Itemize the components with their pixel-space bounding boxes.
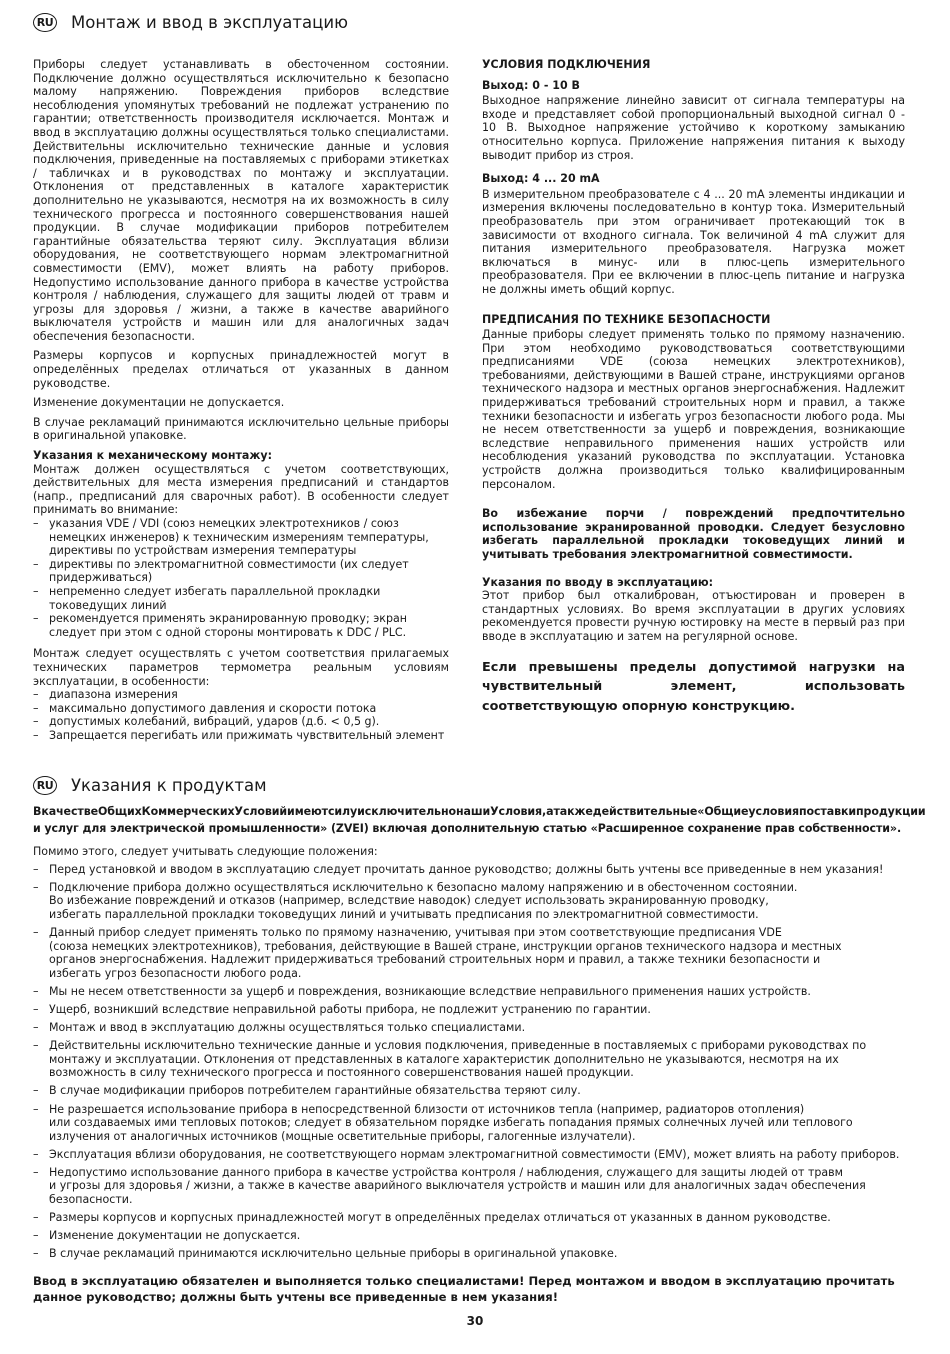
list-item: – Действительны исключительно технические данные и условия подключения, приведенные в поставляемых с приборами руководствах по монтажу и эксплуатации. Отклонения от представленных в каталоге характеристик дополнительно не указываются, несмотря на их возможность в силу технического прогресса и постоянного совершенствования нашей продукции. (33, 1039, 913, 1080)
language-badge: RU (33, 776, 57, 795)
list-item: – допустимых колебаний, вибраций, ударов (д.б. < 0,5 g). (33, 715, 449, 729)
mechanical-list (33, 517, 449, 639)
page-number: 30 (466, 1314, 484, 1328)
paragraph: Данные приборы следует применять только по прямому назначению. При этом необходимо руководствоваться соответствующими предписаниями VDE (союза немецких электротехников), требованиями, действующими в Вашей стране, инструкциями органов технического надзора и местных органов энергоснабжения. Надлежит придерживаться требований строительных норм и правил, а также техники безопасности и избегать угроз безопасности любого рода. Мы не несем ответственности за ущерб и повреждения, возникающие вследствие неправильного применения наших устройств или несоблюдения указаний руководства по эксплуатации. Установка устройств должна производиться только квалифицированным персоналом. (482, 328, 905, 491)
list-item: – Не разрешается использование прибора в непосредственной близости от источников тепла (например, радиаторов отопления) или создаваемых ими тепловых потоков; следует в обязательном порядке избегать попадания прямых солнечных лучей или теплового излучения от аналогичных источников (мощные осветительные приборы, галогенные излучатели). (33, 1103, 913, 1144)
list-item: – директивы по электромагнитной совместимости (их следует придерживаться) (33, 558, 449, 585)
paragraph: Помимо этого, следует учитывать следующие положения: (33, 845, 378, 858)
list-item: – Монтаж и ввод в эксплуатацию должны осуществляться только специалистами. (33, 1021, 913, 1035)
list-item: – Изменение документации не допускается. (33, 1229, 913, 1243)
list-item: – Ущерб, возникший вследствие неправильной работы прибора, не подлежит устранению по гарантии. (33, 1003, 913, 1017)
list-item: – рекомендуется применять экранированную проводку; экран следует при этом с одной стороны монтировать к DDC / PLC. (33, 612, 449, 639)
subheading-commissioning: Указания по вводу в эксплуатацию: (482, 575, 714, 589)
section-title: Монтаж и ввод в эксплуатацию (71, 13, 348, 32)
paragraph: В измерительном преобразователе с 4 ... 20 mA элементы индикации и измерения включены последовательно в контур тока. Измерительный преобразователь при этом ограничивает протекающий ток в зависимости от входного сигнала. Ток величиной 4 mA служит для питания измерительного преобразователя. Нагрузка может включаться в минус- или в плюс-цепь измерительного преобразователя. При ее включении в плюс-цепь питание и нагрузка не должны иметь общий корпус. (482, 187, 905, 296)
shielding-note: Во избежание порчи / повреждений предпочтительно использование экранированной проводки. Следует безусловно избегать параллельной прокладки токоведущих линий и учитывать требования электромагнитной совместимости. (482, 507, 905, 561)
list-item: – Подключение прибора должно осуществляться исключительно к безопасно малому напряжению и в обесточенном состоянии. Во избежание повреждений и отказов (например, вследствие наводок) следует использовать экранированную проводку, избегать параллельной прокладки токоведущих линий и учитывать предписания по электромагнитной совместимости. (33, 881, 913, 922)
right-column (482, 58, 905, 722)
product-notes-body (33, 803, 926, 1311)
load-warning: Если превышены пределы допустимой нагрузки на чувствительный элемент, использовать соответствующую опорную конструкцию. (482, 659, 905, 714)
list-item: – Данный прибор следует применять только по прямому назначению, учитывая при этом соответствующие предписания VDE (союза немецких электротехников), требования, действующие в Вашей стране, инструкции органов технического надзора и местных органов энергоснабжения. Надлежит придерживаться требований строительных норм и правил, а также техники безопасности и избегать угроз безопасности любого рода. (33, 926, 913, 980)
paragraph: Размеры корпусов и корпусных принадлежностей могут в определённых пределах отличаться от указанных в данном руководстве. (33, 349, 449, 390)
list-item: – указания VDE / VDI (союз немецких электротехников / союз немецких инженеров) к техническим измерениям температуры, директивы по устройствам измерения температуры (33, 517, 449, 558)
list-item: – максимально допустимого давления и скорости потока (33, 702, 449, 716)
subheading-mechanical: Указания к механическому монтажу: (33, 449, 272, 463)
heading-safety: ПРЕДПИСАНИЯ ПО ТЕХНИКЕ БЕЗОПАСНОСТИ (482, 312, 771, 326)
subheading-output-current: Выход: 4 ... 20 mA (482, 172, 600, 186)
list-item: – В случае модификации приборов потребителем гарантийные обязательства теряют силу. (33, 1084, 913, 1098)
paragraph: Монтаж следует осуществлять с учетом соответствия прилагаемых технических параметров термометра реальным условиям эксплуатации, в особенности: (33, 647, 449, 688)
paragraph: Выходное напряжение линейно зависит от сигнала температуры на входе и представляет собой пропорциональный выходной сигнал 0 - 10 В. Выходное напряжение устойчиво к короткому замыканию относительно корпуса. Приложение напряжения питания к выходу выводит прибор из строя. (482, 94, 905, 162)
list-item: – диапазона измерения (33, 688, 449, 702)
list-item: – Недопустимо использование данного прибора в качестве устройства контроля / наблюдения, служащего для защиты людей от травм и угрозы для здоровья / жизни, а также в качестве аварийного выключателя устройств и машин или для аналогичных задач обеспечения безопасности. (33, 1166, 913, 1207)
final-warning: Ввод в эксплуатацию обязателен и выполняется только специалистами! Перед монтажом и вводом в эксплуатацию прочитать данное руководство; должны быть учтены все приведенные в нем указания! (33, 1273, 895, 1304)
paragraph: Изменение документации не допускается. (33, 396, 285, 410)
language-badge: RU (33, 13, 57, 32)
list-item: – В случае рекламаций принимаются исключительно цельные приборы в оригинальной упаковке. (33, 1247, 913, 1261)
heading-connection-conditions: УСЛОВИЯ ПОДКЛЮЧЕНИЯ (482, 58, 651, 71)
paragraph: В случае рекламаций принимаются исключительно цельные приборы в оригинальной упаковке. (33, 415, 449, 443)
list-item: – Размеры корпусов и корпусных принадлежностей могут в определённых пределах отличаться от указанных в данном руководстве. (33, 1211, 913, 1225)
list-item: – непременно следует избегать параллельной прокладки токоведущих линий (33, 585, 449, 612)
product-notes-list (33, 863, 913, 1261)
paragraph: Этот прибор был откалиброван, отъюстирован и проверен в стандартных условиях. Во время эксплуатации в других условиях рекомендуется провести ручную юстировку на месте в первый раз при вводе в эксплуатацию и затем на регулярной основе. (482, 589, 905, 643)
paragraph: Монтаж должен осуществляться с учетом соответствующих, действительных для места измерения предписаний и стандартов (напр., предписаний для сварочных работ). В особенности следует принимать во внимание: (33, 462, 449, 517)
list-item: – Эксплуатация вблизи оборудования, не соответствующего нормам электромагнитной совместимости (EMV), может влиять на работу приборов. (33, 1148, 913, 1162)
list-item: – Запрещается перегибать или прижимать чувствительный элемент (33, 729, 449, 743)
terms-intro: ВкачествеОбщихКоммерческихУсловийимеютсилуисключительнонашиУсловия,атакжедействительные«Общиеусловияпоставкипродукции и услуг для электрической промышленности» (ZVEI) включая дополнительную статью «Расширенное сохранение прав собственности». (33, 805, 926, 835)
subheading-output-voltage: Выход: 0 - 10 В (482, 78, 580, 92)
paragraph: Приборы следует устанавливать в обесточенном состоянии. Подключение должно осуществляться исключительно к безопасно малому напряжению. Повреждения приборов вследствие несоблюдения упомянутых требований не подлежат устранению по гарантии; ответственность производителя исключается. Монтаж и ввод в эксплуатацию должны осуществляться только специалистами. Действительны исключительно технические данные и условия подключения, приведенные на поставляемых с приборами этикетках / табличках и в руководствах по монтажу и эксплуатации. Отклонения от представленных в каталоге характеристик дополнительно не указываются, несмотря на их возможность в силу технического прогресса и постоянного совершенствования нашей продукции. В случае модификации приборов потребителем гарантийные обязательства теряют силу. Эксплуатация вблизи оборудования, не соответствующего нормам электромагнитной совместимости (EMV), может влиять на работу приборов. Недопустимо использование данного прибора в качестве устройства контроля / наблюдения, служащего для защиты людей от травм и угрозы для здоровья / жизни, а также в качестве аварийного выключателя устройств и машин или для аналогичных задач обеспечения безопасности. (33, 58, 449, 343)
section-title: Указания к продуктам (71, 776, 267, 795)
section-header-product-notes (33, 776, 267, 795)
list-item: – Перед установкой и вводом в эксплуатацию следует прочитать данное руководство; должны быть учтены все приведенные в нем указания! (33, 863, 913, 877)
list-item: – Мы не несем ответственности за ущерб и повреждения, возникающие вследствие неправильного применения наших устройств. (33, 985, 913, 999)
left-column (33, 58, 449, 751)
section-header-installation (33, 13, 348, 32)
mounting-list (33, 688, 449, 742)
